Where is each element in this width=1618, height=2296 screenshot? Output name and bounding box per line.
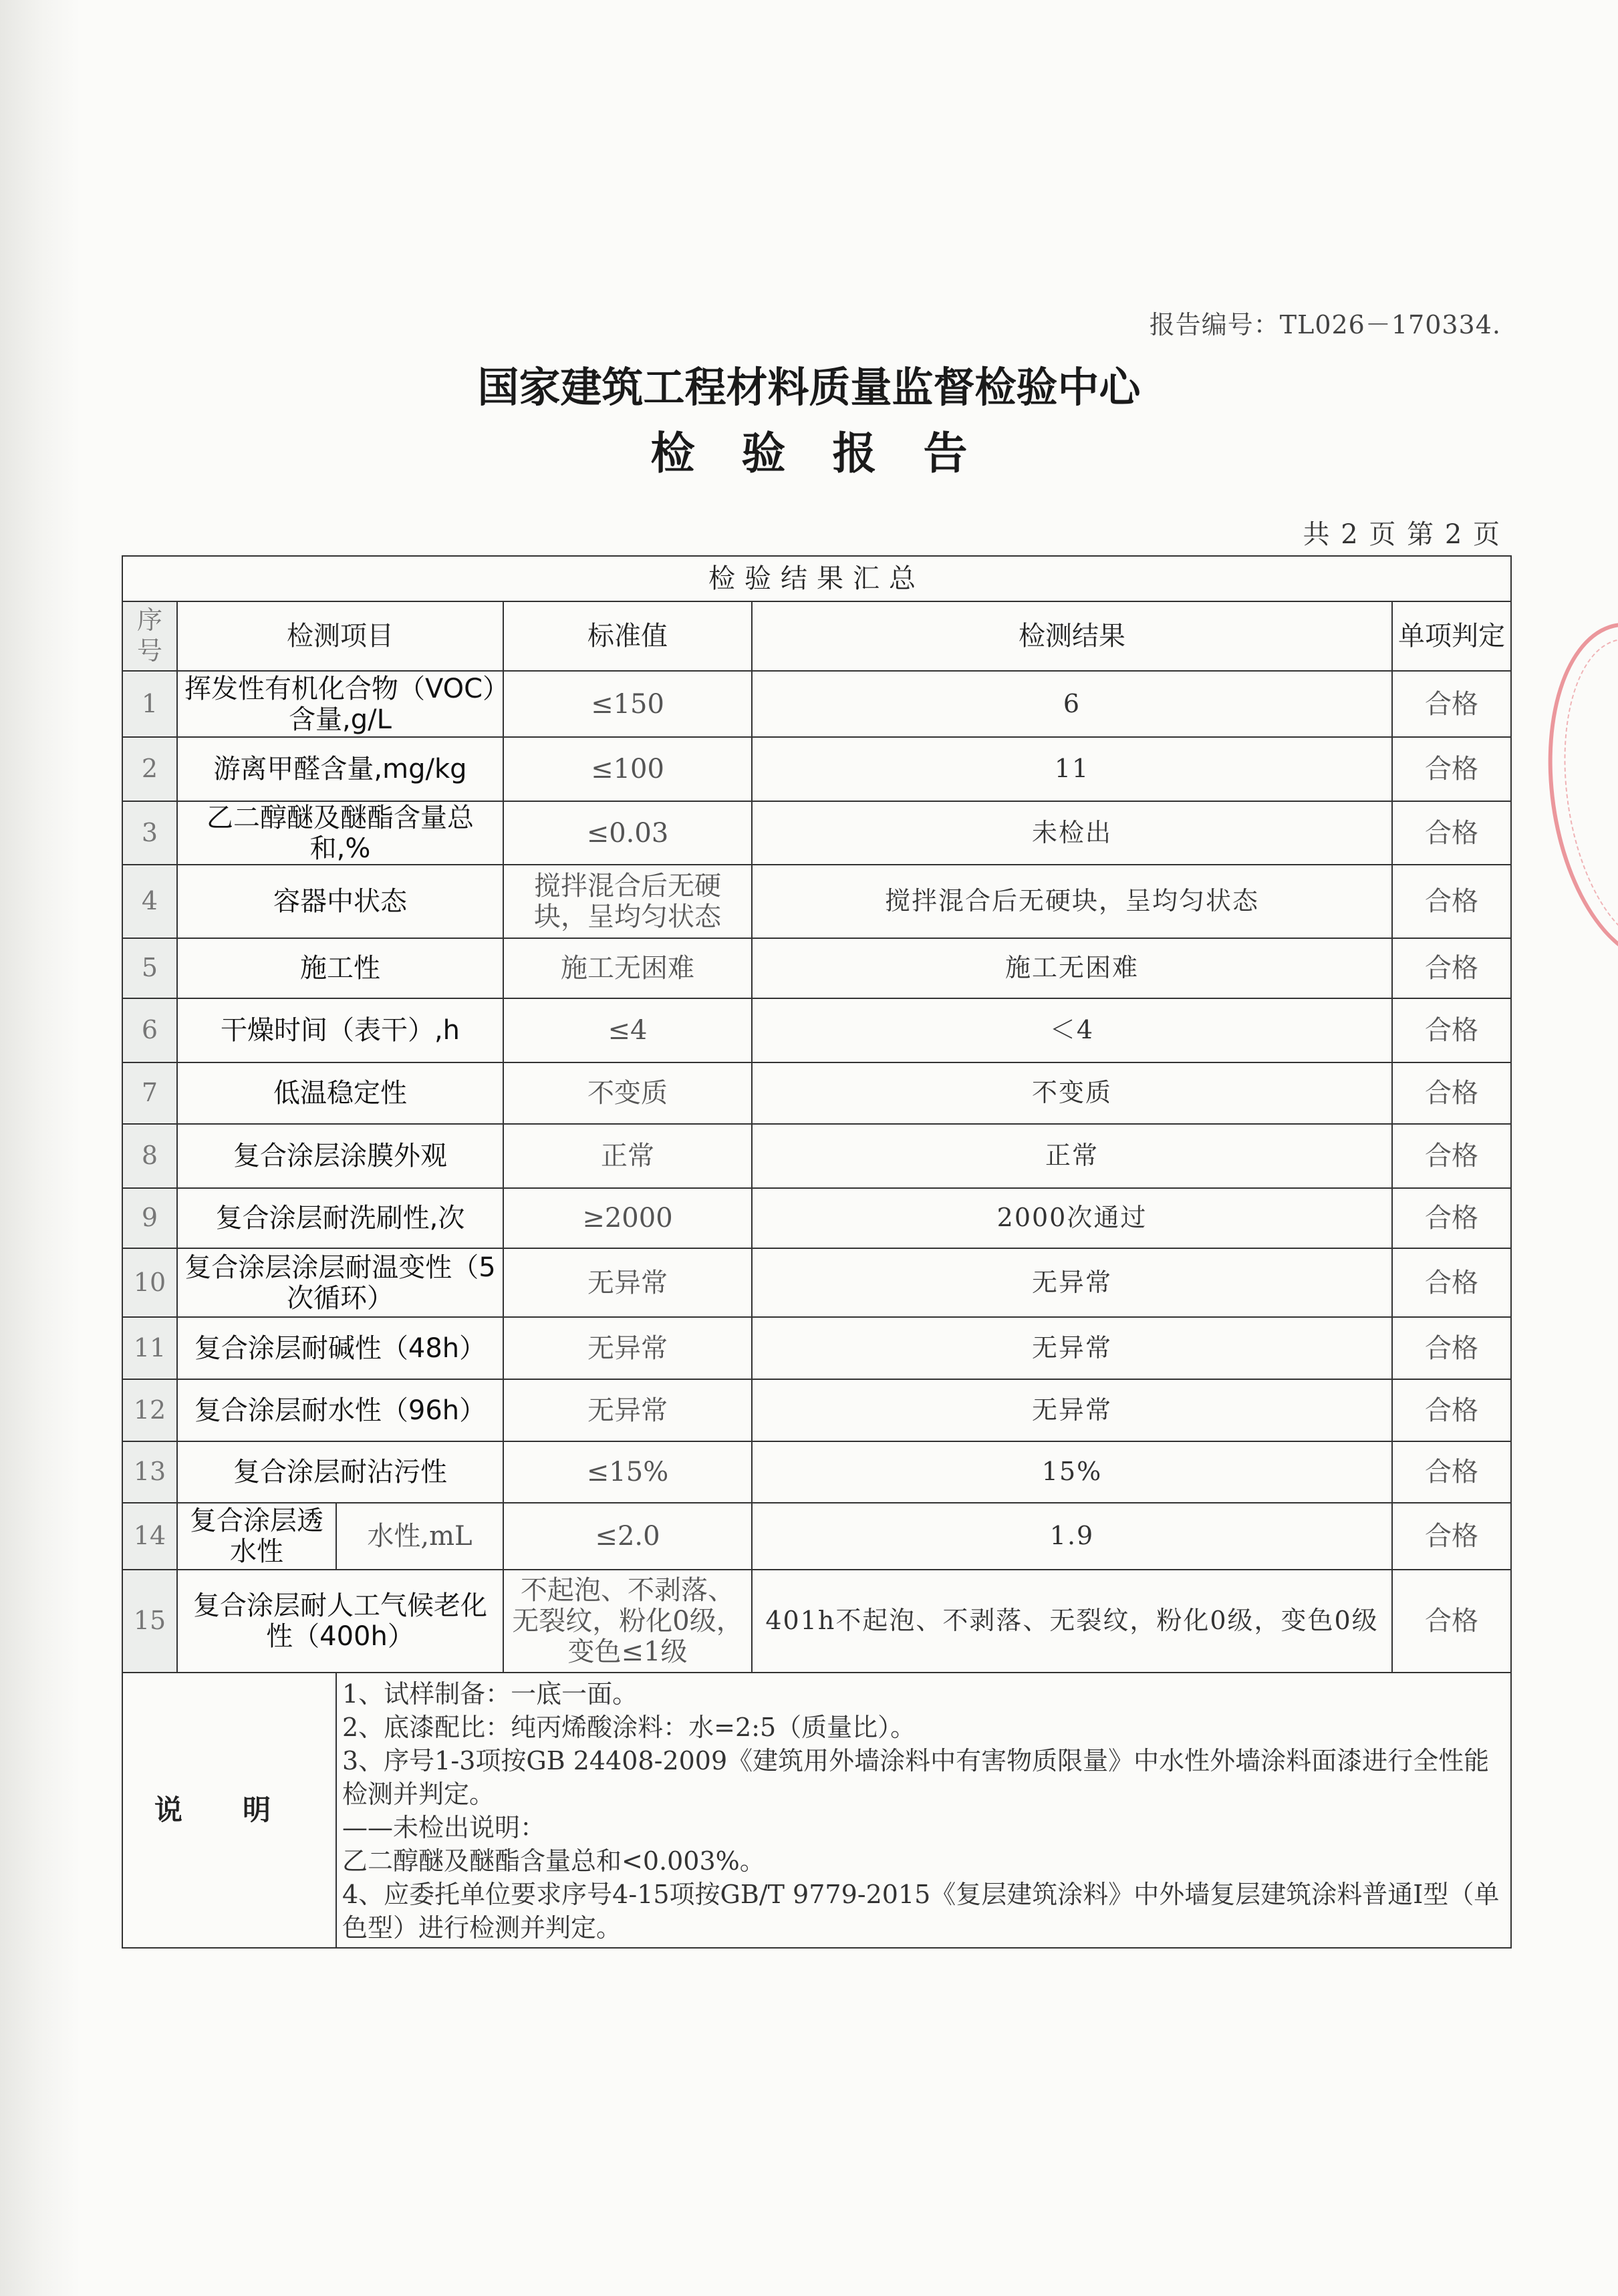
- row-item: 复合涂层透水性: [177, 1503, 336, 1570]
- row-judgement: 合格: [1392, 737, 1511, 801]
- row-result: 2000次通过: [752, 1188, 1392, 1248]
- row-seq: 8: [122, 1124, 177, 1188]
- row-seq: 1: [122, 671, 177, 737]
- row-standard: 不起泡、不剥落、无裂纹，粉化0级，变色≤1级: [503, 1570, 752, 1673]
- notes-content: [336, 1673, 1511, 1948]
- row-standard: 施工无困难: [503, 938, 752, 998]
- note-line: 1、试样制备：一底一面。: [342, 1679, 638, 1709]
- notes-row: [122, 1673, 1511, 1948]
- table-row: [122, 671, 1511, 737]
- row-judgement: 合格: [1392, 1317, 1511, 1379]
- page-info: 共 2 页 第 2 页: [1303, 519, 1501, 550]
- row-standard: ≤0.03: [503, 801, 752, 865]
- row-judgement: 合格: [1392, 671, 1511, 737]
- row-result: 11: [752, 737, 1392, 801]
- summary-title: 检验结果汇总: [122, 556, 1511, 601]
- note-line: ——未检出说明：: [342, 1813, 546, 1842]
- report-number: 报告编号：TL026－170334.: [1149, 310, 1501, 339]
- table-row: [122, 1379, 1511, 1441]
- table-row: [122, 1062, 1511, 1124]
- row-standard: 正常: [503, 1124, 752, 1188]
- row-judgement: 合格: [1392, 938, 1511, 998]
- table-row: [122, 801, 1511, 865]
- row-item: 复合涂层耐碱性（48h）: [177, 1317, 503, 1379]
- row-seq: 7: [122, 1062, 177, 1124]
- row-standard: 无异常: [503, 1317, 752, 1379]
- row-item-sub: 水性,mL: [336, 1503, 503, 1570]
- header-standard: 标准值: [503, 601, 752, 671]
- notes-label: 说明: [122, 1673, 336, 1948]
- row-judgement: 合格: [1392, 1441, 1511, 1503]
- page-fold-shadow: [0, 0, 80, 2296]
- row-standard: 无异常: [503, 1248, 752, 1317]
- table-row: [122, 998, 1511, 1062]
- table-row: [122, 737, 1511, 801]
- row-seq: 3: [122, 801, 177, 865]
- summary-header-row: [122, 556, 1511, 601]
- row-item: 低温稳定性: [177, 1062, 503, 1124]
- row-standard: ≤15%: [503, 1441, 752, 1503]
- row-item: 复合涂层耐沾污性: [177, 1441, 503, 1503]
- row-judgement: 合格: [1392, 801, 1511, 865]
- row-standard: 搅拌混合后无硬块，呈均匀状态: [503, 865, 752, 938]
- row-seq: 4: [122, 865, 177, 938]
- row-item: 施工性: [177, 938, 503, 998]
- row-standard: ≤2.0: [503, 1503, 752, 1570]
- header-item: 检测项目: [177, 601, 503, 671]
- row-judgement: 合格: [1392, 1503, 1511, 1570]
- row-judgement: 合格: [1392, 1188, 1511, 1248]
- table-row: [122, 1441, 1511, 1503]
- row-result: 未检出: [752, 801, 1392, 865]
- table-row: [122, 938, 1511, 998]
- row-item: 复合涂层耐洗刷性,次: [177, 1188, 503, 1248]
- row-standard: 不变质: [503, 1062, 752, 1124]
- row-seq: 11: [122, 1317, 177, 1379]
- row-item: 复合涂层耐水性（96h）: [177, 1379, 503, 1441]
- row-seq: 2: [122, 737, 177, 801]
- row-seq: 13: [122, 1441, 177, 1503]
- row-result: 无异常: [752, 1248, 1392, 1317]
- row-result: 6: [752, 671, 1392, 737]
- table-row: [122, 1188, 1511, 1248]
- row-item: 游离甲醛含量,mg/kg: [177, 737, 503, 801]
- row-item: 容器中状态: [177, 865, 503, 938]
- row-item: 干燥时间（表干）,h: [177, 998, 503, 1062]
- row-judgement: 合格: [1392, 865, 1511, 938]
- column-header-row: [122, 601, 1511, 671]
- row-result: 正常: [752, 1124, 1392, 1188]
- row-judgement: 合格: [1392, 998, 1511, 1062]
- row-standard: 无异常: [503, 1379, 752, 1441]
- table-row: [122, 1570, 1511, 1673]
- row-result: 401h不起泡、不剥落、无裂纹，粉化0级，变色0级: [752, 1570, 1392, 1673]
- row-result: 15%: [752, 1441, 1392, 1503]
- table-row: [122, 865, 1511, 938]
- table-row: [122, 1124, 1511, 1188]
- row-judgement: 合格: [1392, 1124, 1511, 1188]
- row-seq: 14: [122, 1503, 177, 1570]
- row-result: 无异常: [752, 1379, 1392, 1441]
- row-seq: 5: [122, 938, 177, 998]
- row-result: 搅拌混合后无硬块，呈均匀状态: [752, 865, 1392, 938]
- row-item: 复合涂层涂层耐温变性（5次循环）: [177, 1248, 503, 1317]
- row-standard: ≤150: [503, 671, 752, 737]
- seal-inner-ring: [1546, 629, 1618, 957]
- table-row: [122, 1503, 1511, 1570]
- official-seal-stamp: [1528, 611, 1618, 975]
- row-standard: ≤100: [503, 737, 752, 801]
- row-item: 挥发性有机化合物（VOC）含量,g/L: [177, 671, 503, 737]
- row-seq: 9: [122, 1188, 177, 1248]
- table-row: [122, 1248, 1511, 1317]
- note-line: 乙二醇醚及醚酯含量总和<0.003%。: [342, 1846, 765, 1876]
- note-line: 4、应委托单位要求序号4-15项按GB/T 9779-2015《复层建筑涂料》中外墙复层建筑涂料普通I型（单色型）进行检测并判定。: [342, 1880, 1500, 1943]
- row-seq: 6: [122, 998, 177, 1062]
- header-seq: 序号: [122, 601, 177, 671]
- row-item: 复合涂层涂膜外观: [177, 1124, 503, 1188]
- row-standard: ≤4: [503, 998, 752, 1062]
- row-seq: 10: [122, 1248, 177, 1317]
- note-line: 2、底漆配比：纯丙烯酸涂料：水=2:5（质量比）。: [342, 1713, 916, 1742]
- row-seq: 15: [122, 1570, 177, 1673]
- row-result: 施工无困难: [752, 938, 1392, 998]
- row-result: 不变质: [752, 1062, 1392, 1124]
- row-result: 1.9: [752, 1503, 1392, 1570]
- note-line: 3、序号1-3项按GB 24408-2009《建筑用外墙涂料中有害物质限量》中水性外墙涂料面漆进行全性能检测并判定。: [342, 1746, 1490, 1809]
- row-item: 复合涂层耐人工气候老化性（400h）: [177, 1570, 503, 1673]
- row-item: 乙二醇醚及醚酯含量总和,%: [177, 801, 503, 865]
- row-seq: 12: [122, 1379, 177, 1441]
- header-result: 检测结果: [752, 601, 1392, 671]
- row-standard: ≥2000: [503, 1188, 752, 1248]
- row-judgement: 合格: [1392, 1379, 1511, 1441]
- organization-title: 国家建筑工程材料质量监督检验中心: [477, 363, 1141, 412]
- row-result: 无异常: [752, 1317, 1392, 1379]
- table-row: [122, 1317, 1511, 1379]
- row-judgement: 合格: [1392, 1248, 1511, 1317]
- document-title: 检验报告: [650, 428, 1015, 479]
- row-judgement: 合格: [1392, 1570, 1511, 1673]
- header-judgement: 单项判定: [1392, 601, 1511, 671]
- row-judgement: 合格: [1392, 1062, 1511, 1124]
- results-table: [122, 555, 1512, 1949]
- row-result: ＜4: [752, 998, 1392, 1062]
